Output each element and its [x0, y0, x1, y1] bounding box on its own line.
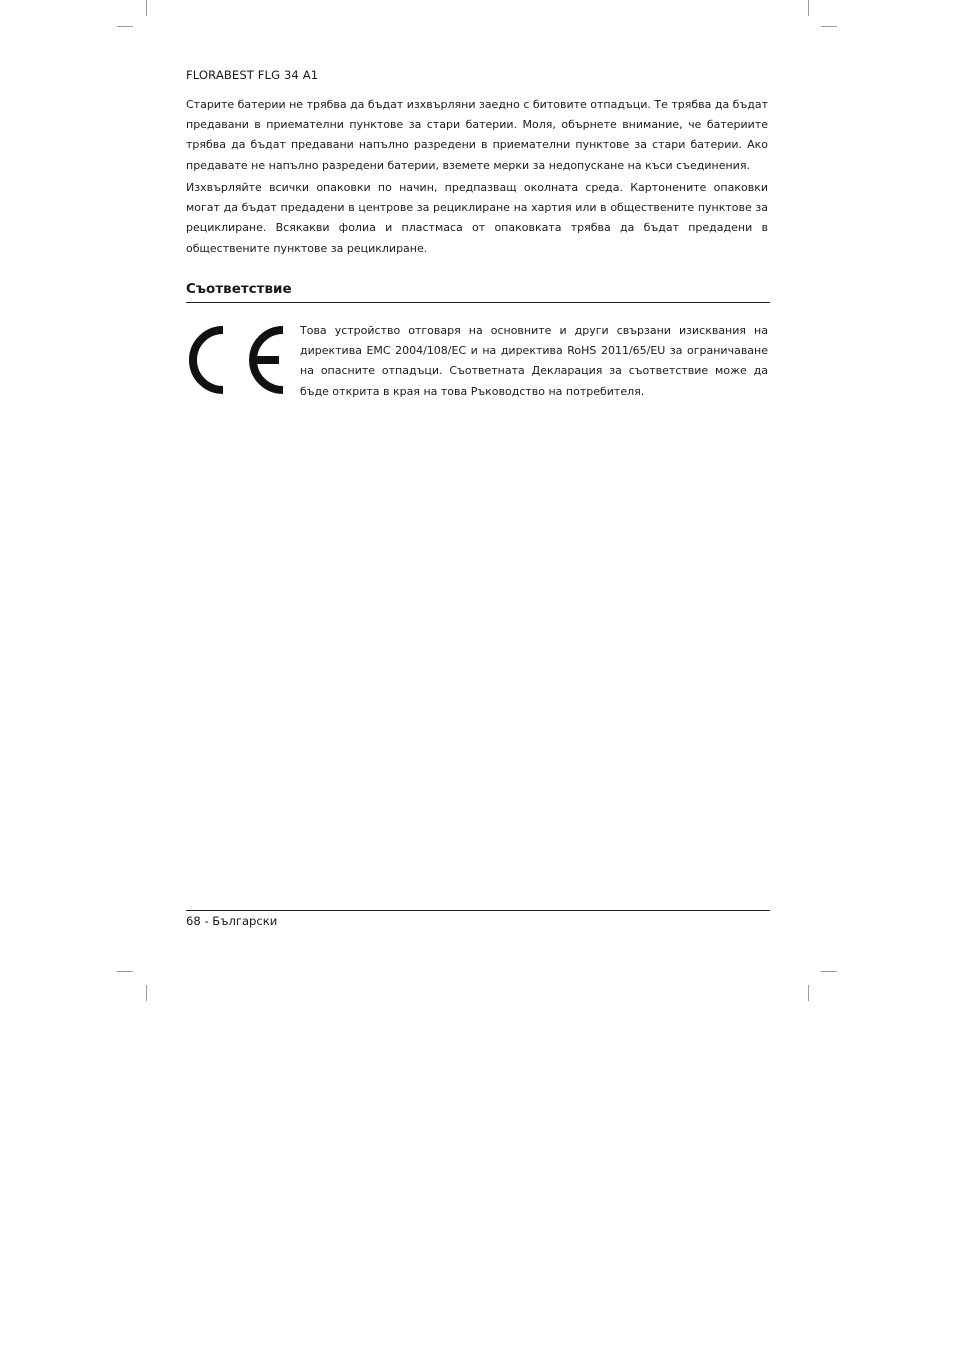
- crop-mark: [117, 971, 133, 972]
- crop-mark: [821, 26, 837, 27]
- footer-divider: [186, 910, 770, 911]
- battery-disposal-paragraph: Старите батерии не трябва да бъдат изхвърляни заедно с битовите отпадъци. Те трябва да бъдат предавани в приемателни пунктове за стари батерии. Моля, обърнете внимание, че батериите трябва да бъдат предавани напълно разредени в приемателни пунктове за стари батерии. Ако предавате не напълно разредени батерии, вземете мерки за недопускане на къси съединения.: [186, 98, 768, 172]
- packaging-disposal-paragraph: Изхвърляйте всички опаковки по начин, предпазващ околната среда. Картонените опаковки могат да бъдат предадени в центрове за рециклиране на хартия или в обществените пунктове за рециклиране. Всякакви фолиа и пластмаса от опаковката трябва да бъдат предадени в обществените пунктове за рециклиране.: [186, 181, 768, 255]
- ce-mark-icon: [189, 326, 283, 394]
- page-number-label: 68 - Български: [186, 914, 278, 928]
- conformity-text: Това устройство отговаря на основните и други свързани изисквания на директива EMC 2004/108/EC и на директива RoHS 2011/65/EU за ограничаване на опасните отпадъци. Съответната Декларация за съответствие може да бъде открита в края на това Ръководство на потребителя.: [300, 324, 768, 398]
- crop-mark: [117, 26, 133, 27]
- document-header-title: FLORABEST FLG 34 A1: [186, 68, 319, 82]
- crop-mark: [808, 985, 809, 1001]
- crop-mark: [146, 0, 147, 16]
- crop-mark: [821, 971, 837, 972]
- section-heading-conformity: Съответствие: [186, 281, 292, 297]
- crop-mark: [146, 985, 147, 1001]
- crop-mark: [808, 0, 809, 16]
- section-divider: [186, 302, 770, 303]
